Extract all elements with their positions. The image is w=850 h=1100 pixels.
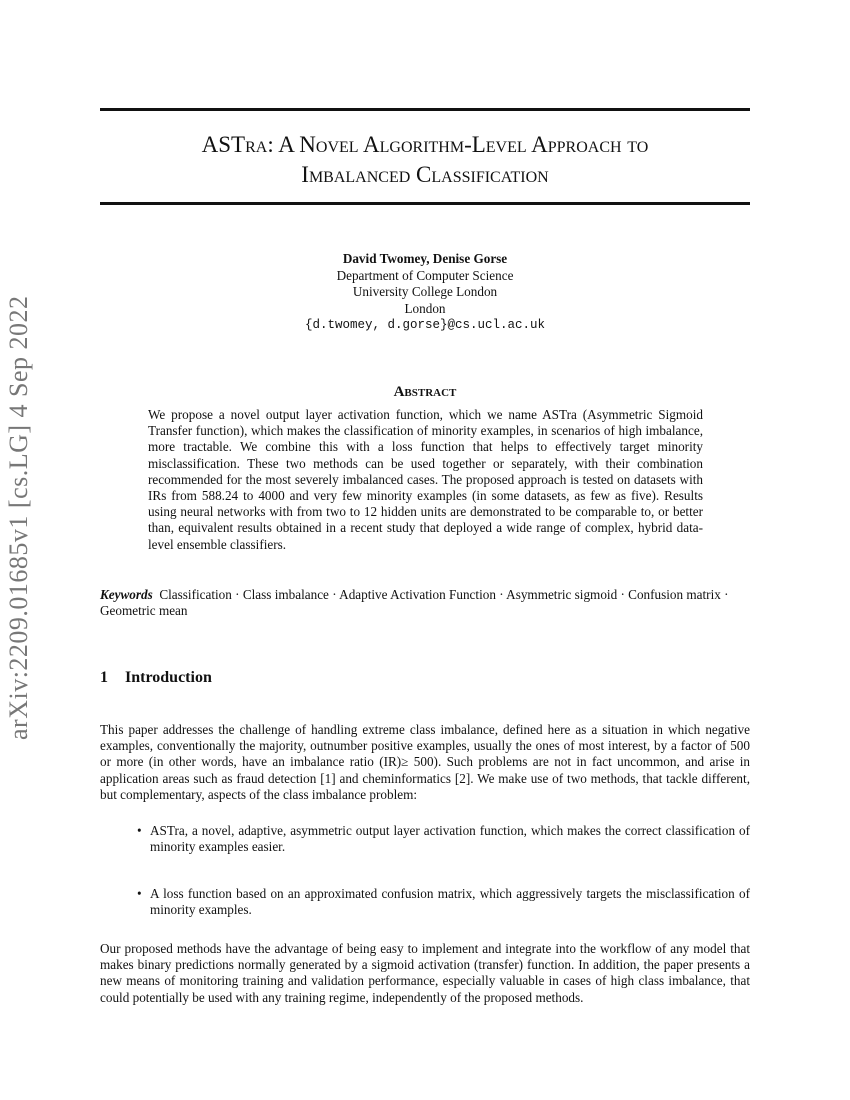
keywords-text: Classification · Class imbalance · Adaptive Activation Function · Asymmetric sigmoid · Confusion matrix · Geometric mean — [100, 587, 729, 619]
title-bottom-rule — [100, 202, 750, 205]
list-item — [137, 823, 750, 855]
list-item — [137, 886, 750, 918]
author-department: Department of Computer Science — [336, 267, 514, 283]
intro-paragraph-2: Our proposed methods have the advantage of being easy to implement and integrate into the workflow of any model that makes binary predictions normally generated by a sigmoid activation (transfer) function. In addition, the paper presents a new means of monitoring training and validation performance, especially valuable in cases of high class imbalance, that could potentially be used with any training regime, independently of the proposed methods. — [100, 941, 750, 1005]
abstract-heading: Abstract — [393, 384, 457, 400]
author-block — [100, 251, 750, 334]
title-top-rule — [100, 108, 750, 111]
section-heading — [100, 669, 212, 687]
bullet-icon: • — [137, 823, 142, 838]
section-number: 1 — [100, 669, 108, 686]
author-names: David Twomey, Denise Gorse — [342, 251, 508, 266]
bullet-icon: • — [137, 886, 142, 901]
paper-title — [100, 130, 750, 190]
author-email: {d.twomey, d.gorse}@cs.ucl.ac.uk — [304, 318, 546, 332]
arxiv-identifier: arXiv:2209.01685v1 [cs.LG] 4 Sep 2022 — [4, 295, 33, 740]
list-item-text: A loss function based on an approximated confusion matrix, which aggressively targets the misclassification of minority examples. — [150, 886, 750, 918]
keywords — [100, 587, 750, 619]
author-university: University College London — [352, 284, 498, 299]
title-line-1: ASTra: A Novel Algorithm-Level Approach to — [201, 132, 649, 157]
section-title: Introduction — [125, 669, 212, 686]
title-line-2: Imbalanced Classification — [301, 162, 549, 187]
author-city: London — [404, 300, 446, 316]
keywords-label: Keywords — [100, 587, 153, 602]
abstract-text: We propose a novel output layer activation function, which we name ASTra (Asymmetric Sigmoid Transfer function), which makes the classification of minority examples, in scenarios of high imbalance, more tractable. We combine this with a loss function that helps to effectively target minority misclassification. These two methods can be used together or separately, with their combination recommended for the most severely imbalanced cases. The proposed approach is tested on datasets with IRs from 588.24 to 4000 and very few minority examples (in some datasets, as few as five). Results using neural networks with from two to 12 hidden units are demonstrated to be comparable to, or better than, equivalent results obtained in a recent study that deployed a wide range of complex, hybrid data-level ensemble classifiers. — [148, 407, 703, 552]
list-item-text: ASTra, a novel, adaptive, asymmetric output layer activation function, which makes the correct classification of minority examples easier. — [150, 823, 750, 855]
intro-paragraph-1: This paper addresses the challenge of handling extreme class imbalance, defined here as a situation in which negative examples, conventionally the majority, outnumber positive examples, usually the ones of most interest, by a factor of 500 or more (in other words, have an imbalance ratio (IR)≥ 500). Such problems are not in fact uncommon, and arise in application areas such as fraud detection [1] and cheminformatics [2]. We make use of two methods, that tackle different, but complementary, aspects of the class imbalance problem: — [100, 722, 750, 802]
